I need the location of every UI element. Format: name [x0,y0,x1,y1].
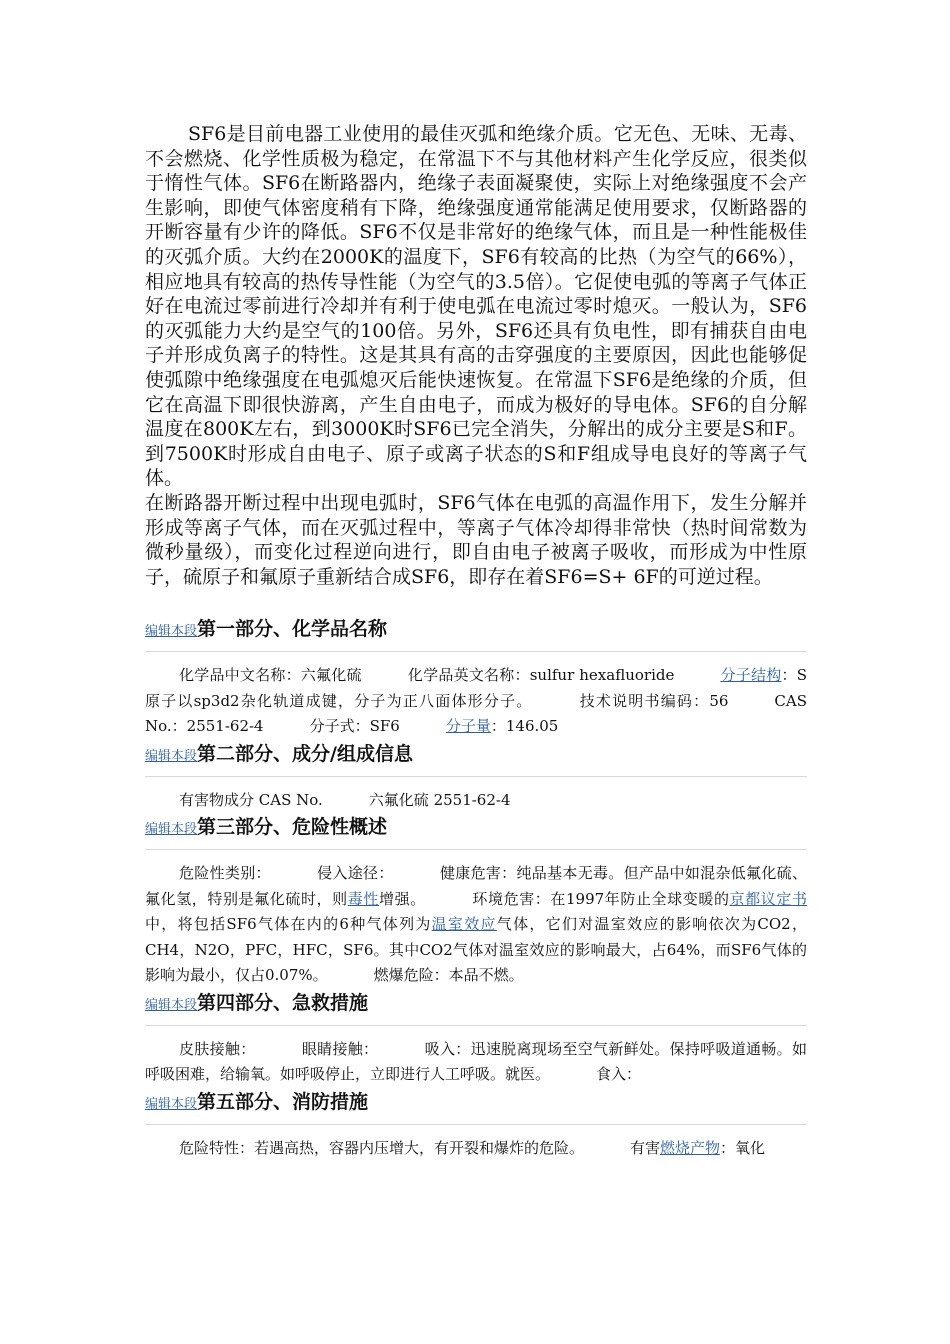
section-4-heading [145,989,807,1017]
greenhouse-effect-link[interactable]: 温室效应 [431,915,497,934]
section-1-title: 第一部分、化学品名称 [197,618,388,641]
combustion-products-link[interactable]: 燃烧产物 [660,1138,721,1157]
toxicity-link[interactable]: 毒性 [347,889,379,908]
section-divider [145,849,807,850]
section-divider [145,1124,807,1125]
intro-text [145,122,807,589]
section-1-body: 化学品中文名称：六氟化硫 化学品英文名称：sulfur hexafluoride 分子结构：S原子以sp3d2杂化轨道成键，分子为正八面体形分子。 技术说明书编码：56 CAS No.：2551-62-4 分子式：SF6 分子量：146.05 [145,666,807,736]
molecular-weight-link[interactable]: 分子量 [445,717,491,736]
section-divider [145,776,807,777]
edit-section-link[interactable]: 编辑本段 [145,997,198,1013]
section-5-title: 第五部分、消防措施 [197,1090,369,1113]
edit-section-link[interactable]: 编辑本段 [145,1096,198,1112]
kyoto-protocol-link[interactable]: 京都议定书 [729,889,807,908]
edit-section-link[interactable]: 编辑本段 [145,822,198,838]
section-divider [145,651,807,652]
section-2-body: 有害物成分 CAS No. 六氟化硫 2551-62-4 [179,790,511,809]
section-4-body: 皮肤接触： 眼睛接触： 吸入：迅速脱离现场至空气新鲜处。保持呼吸道通畅。如呼吸困难，给输氧。如呼吸停止，立即进行人工呼吸。就医。 食入： [145,1039,807,1084]
section-2-heading [145,740,807,768]
edit-section-link[interactable]: 编辑本段 [145,748,198,764]
section-5-body: 危险特性：若遇高热，容器内压增大，有开裂和爆炸的危险。 有害燃烧产物：氧化 [179,1138,766,1157]
edit-section-link[interactable]: 编辑本段 [145,624,198,640]
section-4-title: 第四部分、急救措施 [197,991,369,1014]
section-3-heading [145,813,807,841]
section-2-title: 第二部分、成分/组成信息 [197,742,413,765]
section-divider [145,1025,807,1026]
intro-paragraph-2: 在断路器开断过程中出现电弧时，SF6气体在电弧的高温作用下，发生分解并形成等离子气体，而在灭弧过程中，等离子气体冷却得非常快（热时间常数为微秒量级），而变化过程逆向进行，即自由电子被离子吸收，而形成为中性原子，硫原子和氟原子重新结合成SF6，即存在着SF6=S+ 6F的可逆过程。 [145,491,807,588]
molecular-structure-link[interactable]: 分子结构 [720,666,782,685]
intro-paragraph-1: SF6是目前电器工业使用的最佳灭弧和绝缘介质。它无色、无味、无毒、不会燃烧、化学性质极为稳定，在常温下不与其他材料产生化学反应，很类似于惰性气体。SF6在断路器内，绝缘子表面凝聚使，实际上对绝缘强度不会产生影响，即使气体密度稍有下降，绝缘强度通常能满足使用要求，仅断路器的开断容量有少许的降低。SF6不仅是非常好的绝缘气体，而且是一种性能极佳的灭弧介质。大约在2000K的温度下，SF6有较高的比热（为空气的66%），相应地具有较高的热传导性能（为空气的3.5倍）。它促使电弧的等离子气体正好在电流过零前进行冷却并有利于使电弧在电流过零时熄灭。一般认为，SF6的灭弧能力大约是空气的100倍。另外，SF6还具有负电性，即有捕获自由电子并形成负离子的特性。这是其具有高的击穿强度的主要原因，因此也能够促使弧隙中绝缘强度在电弧熄灭后能快速恢复。在常温下SF6是绝缘的介质，但它在高温下即很快游离，产生自由电子，而成为极好的导电体。SF6的自分解温度在800K左右，到3000K时SF6已完全消失，分解出的成分主要是S和F。到7500K时形成自由电子、原子或离子状态的S和F组成导电良好的等离子气体。 [145,123,807,490]
document-page [145,122,807,1161]
section-1-heading [145,615,807,643]
section-3-title: 第三部分、危险性概述 [197,816,388,839]
section-3-body: 危险性类别： 侵入途径： 健康危害：纯品基本无毒。但产品中如混杂低氟化硫、氟化氢，特别是氟化硫时，则毒性增强。 环境危害：在1997年防止全球变暖的京都议定书中，将包括SF6气体在内的6种气体列为温室效应气体，它们对温室效应的影响依次为CO2，CH4，N2O，PFC，HFC，SF6。其中CO2气体对温室效应的影响最大，占64%，而SF6气体的影响为最小，仅占0.07%。 燃爆危险：本品不燃。 [145,864,807,985]
section-5-heading [145,1088,807,1116]
